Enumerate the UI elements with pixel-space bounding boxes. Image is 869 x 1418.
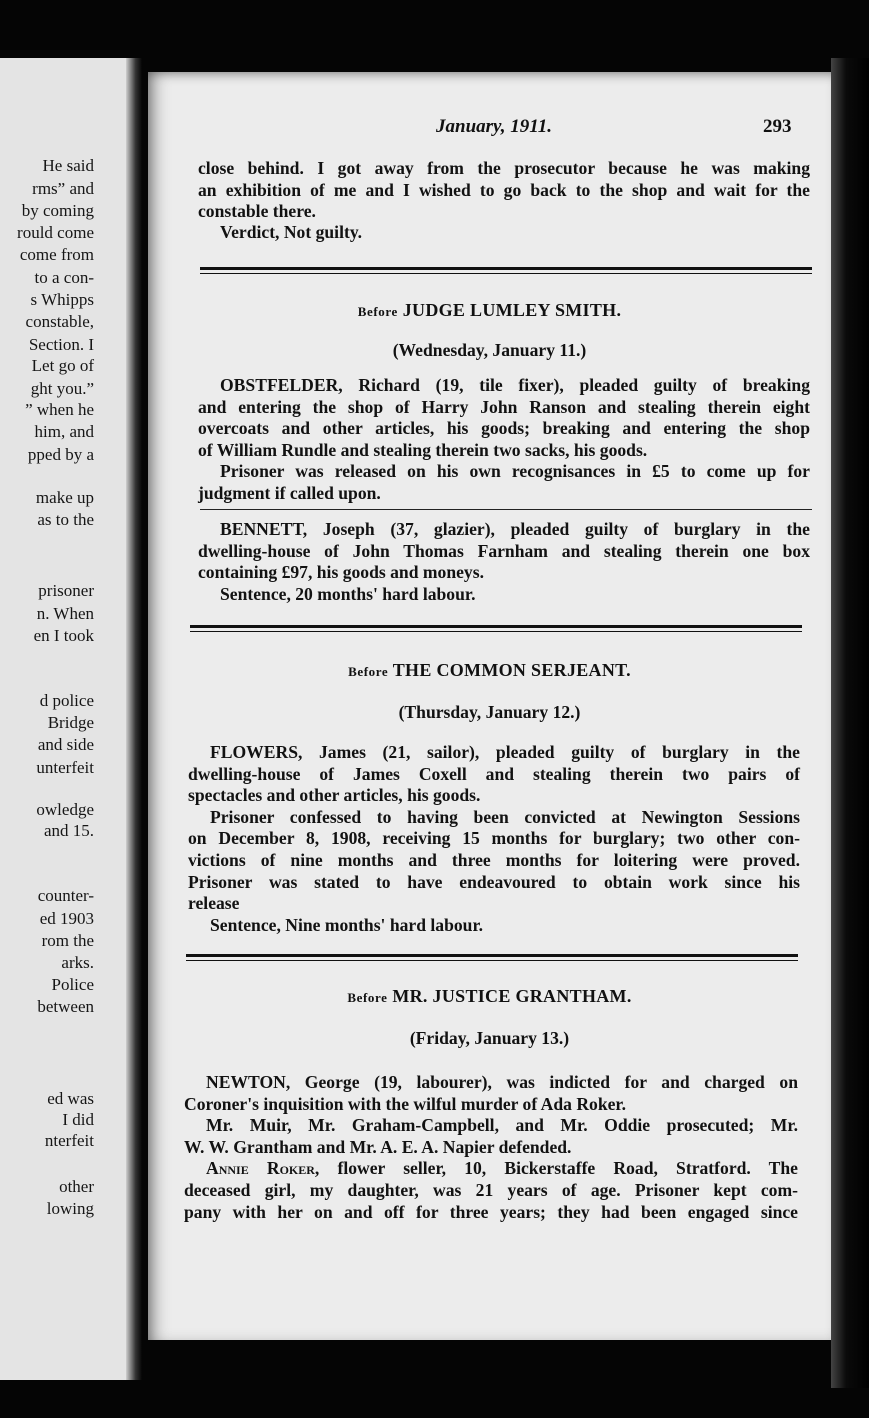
left-page-text-line: come from [19, 245, 94, 264]
section-heading [148, 986, 831, 1007]
case-paragraph [184, 1072, 798, 1223]
text-line: Prisoner confessed to having been convicted at Newington Sessions [210, 806, 800, 827]
left-page-text-line: arks. [61, 953, 94, 972]
section-divider [200, 273, 812, 274]
text-line: Sentence, Nine months' hard labour. [210, 914, 484, 935]
text-line: judgment if called upon. [198, 482, 381, 503]
left-page-text-line: ght you.” [30, 379, 94, 398]
section-divider [190, 631, 802, 632]
verdict-text: Verdict, Not guilty. [220, 222, 363, 242]
left-page-text-line: prisoner [38, 581, 94, 600]
text-line: FLOWERS, James (21, sailor), pleaded guilty of burglary in the [210, 742, 800, 762]
left-page-text-line: between [37, 997, 94, 1016]
case-divider [200, 509, 812, 510]
witness-line [184, 1158, 798, 1180]
text-line: deceased girl, my daughter, was 21 years of age. Prisoner kept com- [184, 1179, 798, 1200]
session-date: (Thursday, January 12.) [398, 702, 581, 722]
section-heading [148, 660, 831, 681]
left-page-text-line: him, and [34, 422, 94, 441]
session-date: (Wednesday, January 11.) [392, 340, 587, 360]
section-divider [200, 267, 812, 270]
text-line: Prisoner was stated to have endeavoured to obtain work since his [188, 871, 800, 892]
left-page-text-line: to a con- [34, 268, 94, 287]
left-page-text-line: and side [37, 735, 94, 754]
text-line: victions of nine months and three months for loitering were proved. [188, 849, 800, 870]
text-line: OBSTFELDER, Richard (19, tile fixer), pleaded guilty of breaking [220, 375, 810, 395]
left-page-text-line: owledge [36, 800, 94, 819]
page-number: 293 [763, 116, 792, 137]
left-page-text-line: d police [39, 691, 94, 710]
left-facing-page [0, 58, 134, 1380]
text-line: overcoats and other articles, his goods; breaking and entering the shop [198, 418, 810, 439]
left-page-text-line: Section. I [28, 335, 94, 354]
right-page-edge [831, 58, 869, 1388]
running-header-title: January, 1911. [436, 116, 552, 137]
left-page-text-line: ed was [47, 1089, 94, 1108]
heading-before: Before [347, 990, 388, 1005]
heading-judge: MR. JUSTICE GRANTHAM. [392, 986, 632, 1006]
session-date: (Friday, January 13.) [409, 1028, 570, 1048]
left-page-text-line: pped by a [27, 445, 94, 464]
left-page-text-line: I did [62, 1110, 94, 1129]
witness-text: flower seller, 10, Bickerstaffe Road, Stratford. The [337, 1158, 798, 1179]
text-line: Mr. Muir, Mr. Graham-Campbell, and Mr. Oddie prosecuted; Mr. [206, 1115, 798, 1136]
heading-before: Before [357, 304, 398, 319]
section-divider [186, 960, 798, 961]
left-page-text-line: rom the [41, 931, 94, 950]
left-page-text-line: other [59, 1177, 94, 1196]
text-line: containing £97, his goods and moneys. [198, 562, 484, 583]
left-page-text-line: ” when he [25, 400, 94, 419]
text-line: Coroner's inquisition with the wilful murder of Ada Roker. [184, 1093, 627, 1114]
left-page-text-line: and 15. [43, 821, 94, 840]
text-line: Prisoner was released on his own recognisances in £5 to come up for [220, 461, 810, 482]
text-line: an exhibition of me and I wished to go back to the shop and wait for the [198, 179, 810, 200]
left-page-text-line: Police [51, 975, 94, 994]
left-page-text-line: ed 1903 [39, 909, 94, 928]
text-line: Sentence, 20 months' hard labour. [220, 583, 476, 604]
left-page-text-line: Bridge [47, 713, 94, 732]
left-page-text-line: unterfeit [36, 758, 94, 777]
book-page [148, 72, 831, 1340]
left-page-text-line: constable, [25, 312, 94, 331]
left-page-text-line: counter- [37, 886, 94, 905]
left-page-text-line: lowing [46, 1199, 94, 1218]
text-line: W. W. Grantham and Mr. A. E. A. Napier defended. [184, 1136, 572, 1157]
left-page-text-line: He said [42, 156, 94, 175]
verdict-paragraph [198, 222, 810, 244]
heading-before: Before [348, 664, 389, 679]
text-line: and entering the shop of Harry John Ranson and stealing therein eight [198, 396, 810, 417]
text-line: dwelling-house of John Thomas Farnham and stealing therein one box [198, 540, 810, 561]
heading-judge: JUDGE LUMLEY SMITH. [402, 300, 622, 320]
text-line: on December 8, 1908, receiving 15 months for burglary; two other con- [188, 828, 800, 849]
left-page-text-line: n. When [36, 604, 94, 623]
case-paragraph [198, 375, 810, 505]
section-divider [190, 625, 802, 628]
text-line: pany with her on and off for three years; they had been engaged since [184, 1201, 798, 1222]
left-page-text-line: by coming [21, 201, 94, 220]
text-line: NEWTON, George (19, labourer), was indicted for and charged on [206, 1072, 798, 1092]
left-page-text-line: as to the [37, 510, 94, 529]
text-line: release [188, 893, 240, 914]
witness-name: Annie Roker, [206, 1158, 320, 1179]
book-gutter [126, 58, 142, 1380]
left-page-text-line: rould come [17, 223, 94, 242]
text-line: spectacles and other articles, his goods. [188, 785, 481, 806]
case-paragraph [188, 742, 800, 936]
left-page-text-line: Let go of [31, 356, 94, 375]
text-line: of William Rundle and stealing therein two sacks, his goods. [198, 439, 648, 460]
left-page-text-line: rms” and [32, 179, 94, 198]
left-page-text-line: make up [35, 488, 94, 507]
case-paragraph [198, 519, 810, 605]
text-line: BENNETT, Joseph (37, glazier), pleaded guilty of burglary in the [220, 519, 810, 539]
text-line: close behind. I got away from the prosecutor because he was making [198, 158, 810, 178]
text-line: dwelling-house of James Coxell and stealing therein two pairs of [188, 763, 800, 784]
opening-paragraph [198, 158, 810, 223]
section-divider [186, 954, 798, 957]
section-heading [148, 300, 831, 321]
left-page-text-line: en I took [33, 626, 94, 645]
left-page-text-line: nterfeit [44, 1131, 94, 1150]
left-page-text-line: s Whipps [30, 290, 94, 309]
heading-judge: THE COMMON SERJEANT. [392, 660, 631, 680]
text-line: constable there. [198, 201, 316, 222]
